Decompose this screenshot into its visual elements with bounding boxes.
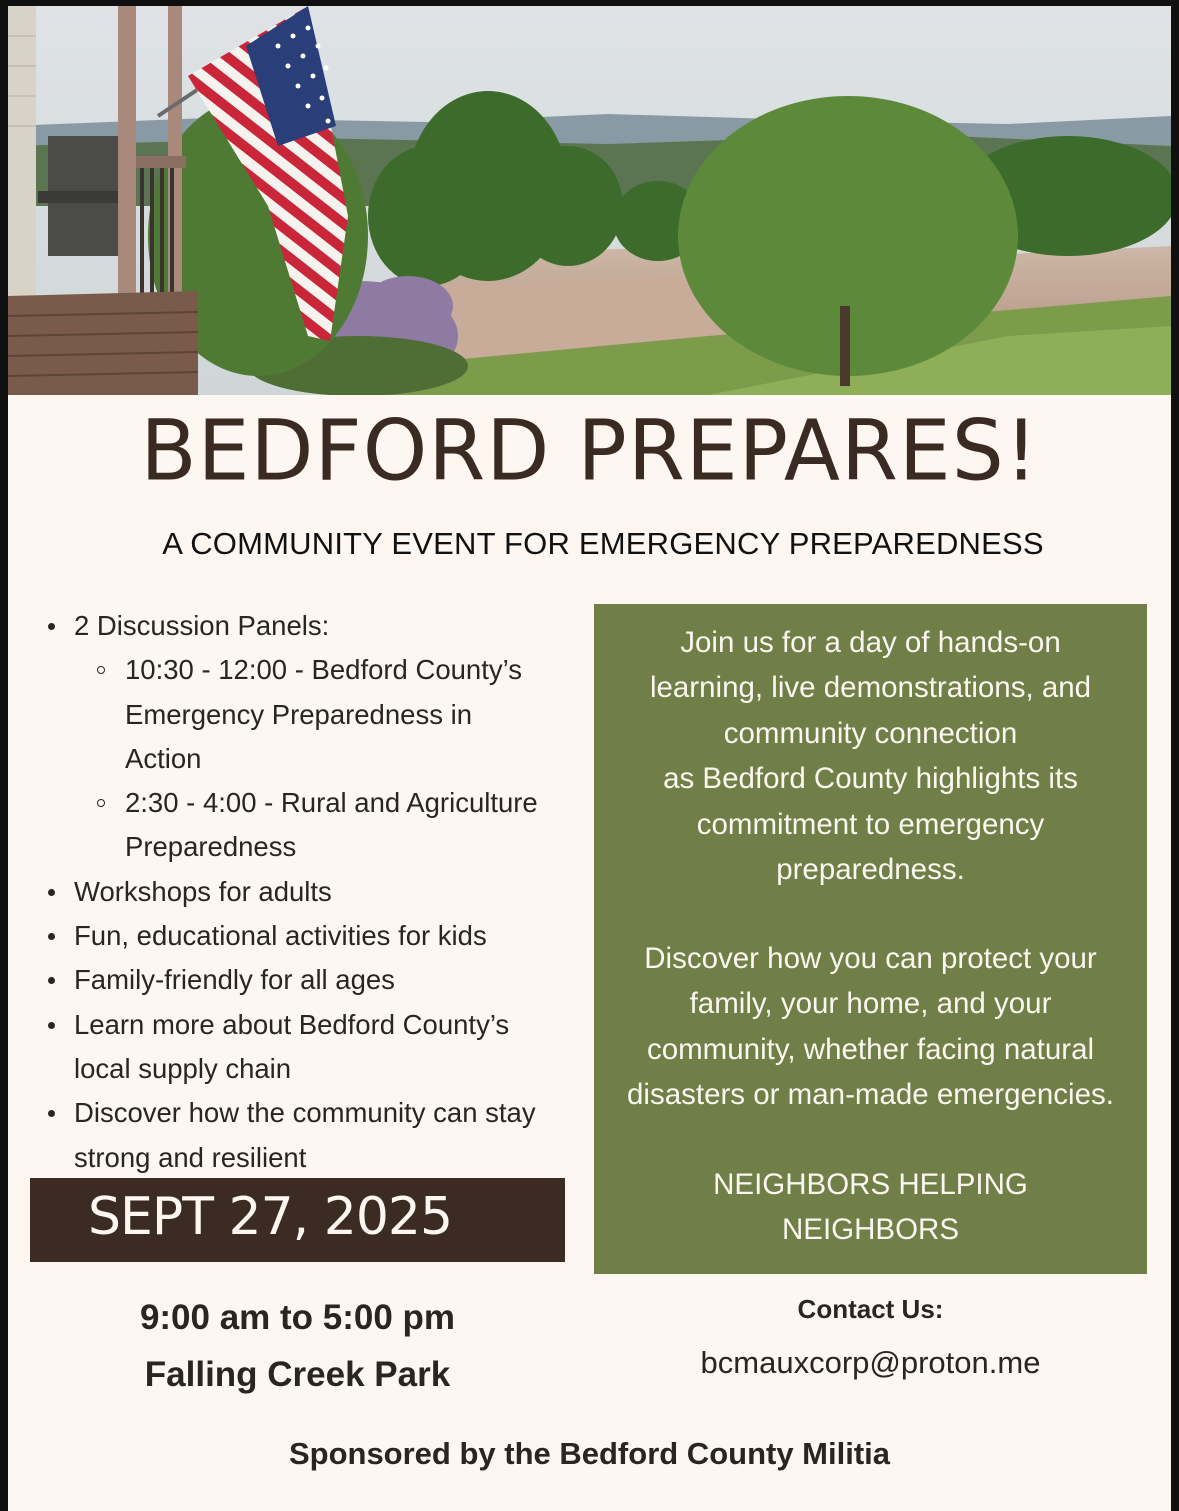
event-flyer: [8, 6, 1171, 1511]
contact-heading: Contact Us:: [797, 1294, 944, 1324]
panel-1-line-2: Emergency Preparedness in: [125, 698, 472, 730]
description-line: preparedness.: [776, 853, 965, 887]
event-date: SEPT 27, 2025: [88, 1187, 453, 1247]
list-item: Fun, educational activities for kids: [48, 914, 568, 958]
description-line: community connection: [723, 716, 1018, 750]
supply-chain-line-1: Learn more about Bedford County’s: [74, 1008, 510, 1040]
event-description-box: [594, 604, 1147, 1274]
list-item: Workshops for adults: [48, 870, 568, 914]
sub-list-item: [48, 648, 568, 781]
slogan-line: NEIGHBORS: [781, 1213, 960, 1247]
description-line: commitment to emergency: [696, 807, 1045, 841]
supply-chain-line-2: local supply chain: [74, 1052, 292, 1084]
description-line: family, your home, and your: [689, 987, 1052, 1021]
list-item: Family-friendly for all ages: [48, 958, 568, 1002]
slogan: [594, 1162, 1147, 1253]
list-item: [48, 1091, 568, 1180]
sponsor-line: Sponsored by the Bedford County Militia: [288, 1436, 891, 1471]
description-line: Discover how you can protect your: [644, 942, 1097, 975]
description-line: disasters or man-made emergencies.: [627, 1078, 1114, 1112]
description-paragraph-2: [594, 936, 1147, 1118]
description-line: as Bedford County highlights its: [663, 762, 1078, 796]
panel-2-line-2: Preparedness: [125, 831, 297, 863]
description-line: learning, live demonstrations, and: [649, 671, 1092, 705]
panel-1-line-3: Action: [125, 742, 202, 774]
description-line: community, whether facing natural: [646, 1032, 1095, 1066]
event-location: Falling Creek Park: [144, 1355, 451, 1394]
slogan-line: NEIGHBORS HELPING: [713, 1168, 1028, 1201]
resilient-line-2: strong and resilient: [74, 1141, 307, 1173]
landscape-illustration: [8, 6, 1171, 395]
event-time: 9:00 am to 5:00 pm: [139, 1298, 456, 1337]
panel-2-line-1: 2:30 - 4:00 - Rural and Agriculture: [125, 787, 538, 819]
contact-email: bcmauxcorp@proton.me: [700, 1345, 1041, 1380]
date-banner: [30, 1178, 565, 1262]
list-item: [48, 1003, 568, 1092]
resilient-line-1: Discover how the community can stay: [74, 1097, 536, 1129]
panel-1-line-1: 10:30 - 12:00 - Bedford County’s: [125, 654, 522, 686]
sub-list-item: [48, 781, 568, 870]
header-photo-porch-flag-landscape: [8, 6, 1171, 395]
event-highlights-list: [48, 604, 568, 1180]
list-item: 2 Discussion Panels:: [48, 604, 568, 648]
event-title: BEDFORD PREPARES!: [140, 403, 1039, 500]
description-line: Join us for a day of hands-on: [680, 626, 1061, 659]
event-subtitle: A COMMUNITY EVENT FOR EMERGENCY PREPAREDNESS: [162, 526, 1044, 561]
description-paragraph-1: [594, 620, 1147, 892]
